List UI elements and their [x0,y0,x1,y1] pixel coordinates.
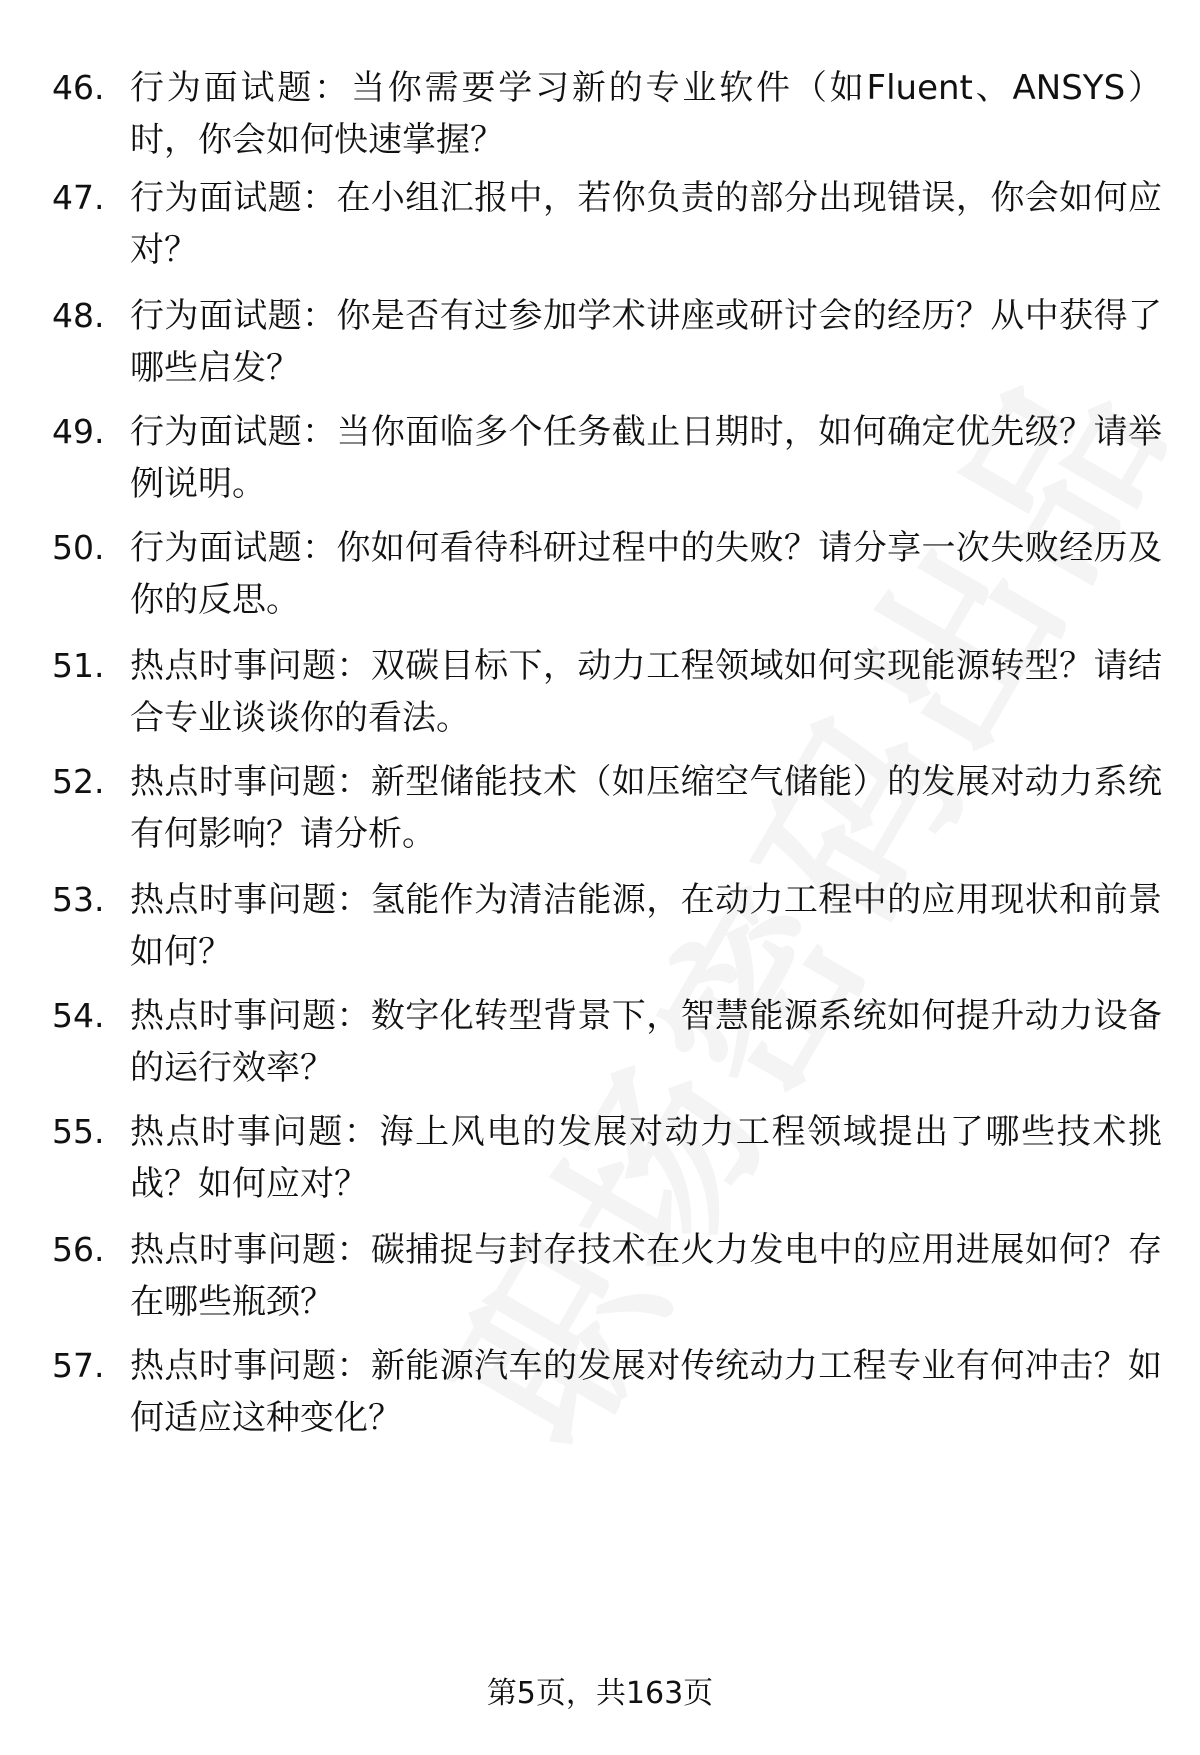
question-item [52,1224,1162,1328]
question-item [52,1340,1162,1444]
question-text: 热点时事问题：海上风电的发展对动力工程领域提出了哪些技术挑战？如何应对？ [130,1112,1162,1204]
question-text: 行为面试题：你如何看待科研过程中的失败？请分享一次失败经历及你的反思。 [130,528,1162,620]
question-number: 54. [52,996,105,1035]
page-number-label: 第5页，共163页 [486,1676,714,1711]
question-item [52,1106,1162,1210]
question-item [52,640,1162,744]
question-text: 热点时事问题：碳捕捉与封存技术在火力发电中的应用进展如何？存在哪些瓶颈？ [130,1230,1162,1322]
question-number: 52. [52,762,105,801]
question-number: 50. [52,528,105,567]
question-text: 行为面试题：当你面临多个任务截止日期时，如何确定优先级？请举例说明。 [130,412,1162,504]
question-item [52,62,1162,166]
question-number: 56. [52,1230,105,1269]
question-number: 55. [52,1112,105,1151]
question-item [52,172,1162,276]
question-number: 47. [52,178,105,217]
question-text: 热点时事问题：新能源汽车的发展对传统动力工程专业有何冲击？如何适应这种变化？ [130,1346,1162,1438]
question-item [52,522,1162,626]
question-text: 行为面试题：在小组汇报中，若你负责的部分出现错误，你会如何应对？ [130,178,1162,270]
question-text: 热点时事问题：氢能作为清洁能源，在动力工程中的应用现状和前景如何？ [130,880,1162,972]
question-text: 行为面试题：你是否有过参加学术讲座或研讨会的经历？从中获得了哪些启发？ [130,296,1162,388]
question-text: 热点时事问题：新型储能技术（如压缩空气储能）的发展对动力系统有何影响？请分析。 [130,762,1162,854]
question-item [52,990,1162,1094]
page-footer [0,1672,1200,1716]
question-number: 51. [52,646,105,685]
question-text: 行为面试题：当你需要学习新的专业软件（如Fluent、ANSYS）时，你会如何快速掌握？ [130,68,1162,160]
question-number: 49. [52,412,105,451]
question-item [52,756,1162,860]
question-number: 46. [52,68,105,107]
question-number: 53. [52,880,105,919]
question-item [52,406,1162,510]
question-text: 热点时事问题：双碳目标下，动力工程领域如何实现能源转型？请结合专业谈谈你的看法。 [130,646,1162,738]
question-item [52,874,1162,978]
question-text: 热点时事问题：数字化转型背景下，智慧能源系统如何提升动力设备的运行效率？ [130,996,1162,1088]
question-number: 57. [52,1346,105,1385]
question-item [52,290,1162,394]
question-number: 48. [52,296,105,335]
